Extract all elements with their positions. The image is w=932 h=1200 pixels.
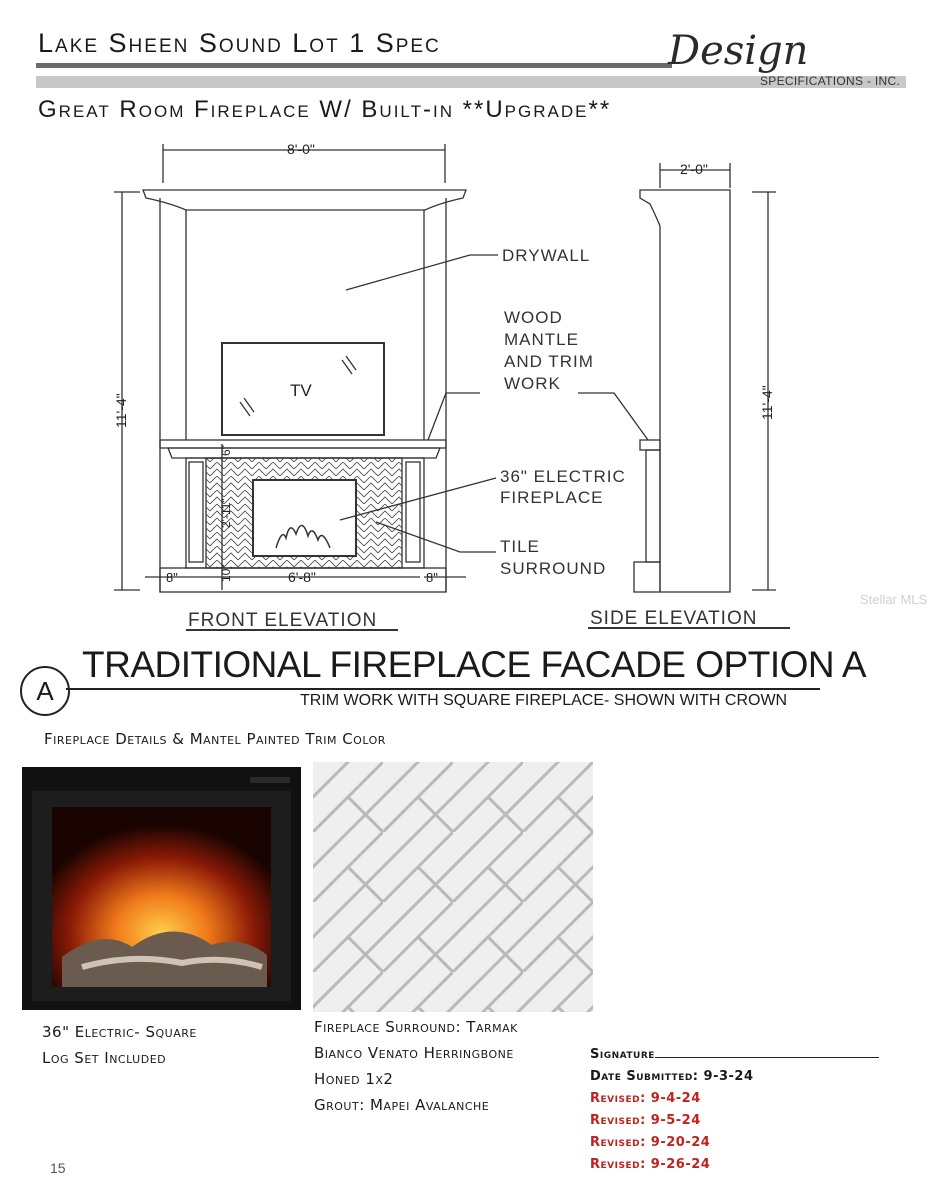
dim-2-11: 2'-11" [219, 498, 233, 528]
header-rule [36, 63, 672, 68]
callout-wood-line-3: AND TRIM [504, 352, 594, 371]
callout-drywall: DRYWALL [502, 246, 591, 265]
surround-caption-line-2: Bianco Venato Herringbone [314, 1044, 514, 1062]
callout-tile-line-1: TILE [500, 537, 540, 556]
dim-6: 6" [219, 445, 233, 456]
dim-height-front: 11'-4" [113, 393, 129, 428]
signature-line [655, 1045, 879, 1058]
date-submitted: Date Submitted: 9-3-24 [590, 1069, 754, 1084]
fireplace-caption-line-1: 36" Electric- Square [42, 1023, 197, 1041]
watermark: Stellar MLS [860, 592, 928, 607]
dim-width: 8'-0" [287, 141, 315, 157]
fireplace-elevation-drawing [0, 130, 932, 640]
callout-tile-line-2: SURROUND [500, 559, 607, 578]
fireplace-caption-line-2: Log Set Included [42, 1049, 167, 1067]
electric-fireplace-photo [22, 767, 301, 1010]
dim-8-left: 8" [166, 570, 178, 585]
surround-caption-line-3: Honed 1x2 [314, 1070, 394, 1088]
option-badge: A [20, 666, 70, 716]
revision-date: Revised: 9-26-24 [590, 1157, 711, 1172]
dim-6-8: 6'-8" [288, 569, 316, 585]
company-logo-script: Design [668, 28, 809, 74]
room-subtitle: Great Room Fireplace W/ Built-in **Upgrade** [38, 96, 612, 123]
callout-wood-line-4: WORK [504, 374, 561, 393]
callout-fireplace-line-2: FIREPLACE [500, 488, 604, 507]
details-heading: Fireplace Details & Mantel Painted Trim Color [44, 730, 386, 748]
tv-label: TV [290, 381, 312, 400]
callout-wood-line-1: WOOD [504, 308, 563, 327]
herringbone-tile-photo [313, 762, 593, 1012]
option-subtitle: TRIM WORK WITH SQUARE FIREPLACE- SHOWN WITH CROWN [300, 692, 788, 709]
signature-block [590, 1044, 879, 1176]
side-elevation-label: SIDE ELEVATION [590, 608, 758, 629]
dim-10: 10" [219, 564, 233, 582]
revision-date: Revised: 9-20-24 [590, 1135, 711, 1150]
revision-date: Revised: 9-5-24 [590, 1113, 701, 1128]
company-logo-subtitle: SPECIFICATIONS - INC. [760, 74, 901, 88]
option-title: TRADITIONAL FIREPLACE FACADE OPTION A [82, 644, 867, 685]
option-rule [66, 688, 820, 690]
dim-height-side: 11'-4" [759, 385, 775, 420]
signature-label: Signature [590, 1047, 655, 1062]
front-elevation-label: FRONT ELEVATION [188, 610, 378, 631]
callout-wood-line-2: MANTLE [504, 330, 579, 349]
dim-8-right: 8" [426, 570, 438, 585]
page-number: 15 [50, 1160, 66, 1176]
callout-fireplace-line-1: 36" ELECTRIC [500, 467, 626, 486]
surround-caption-line-4: Grout: Mapei Avalanche [314, 1096, 490, 1114]
dim-depth: 2'-0" [680, 161, 708, 177]
revision-date: Revised: 9-4-24 [590, 1091, 701, 1106]
surround-caption-line-1: Fireplace Surround: Tarmak [314, 1018, 518, 1036]
document-title: Lake Sheen Sound Lot 1 Spec [38, 28, 441, 58]
